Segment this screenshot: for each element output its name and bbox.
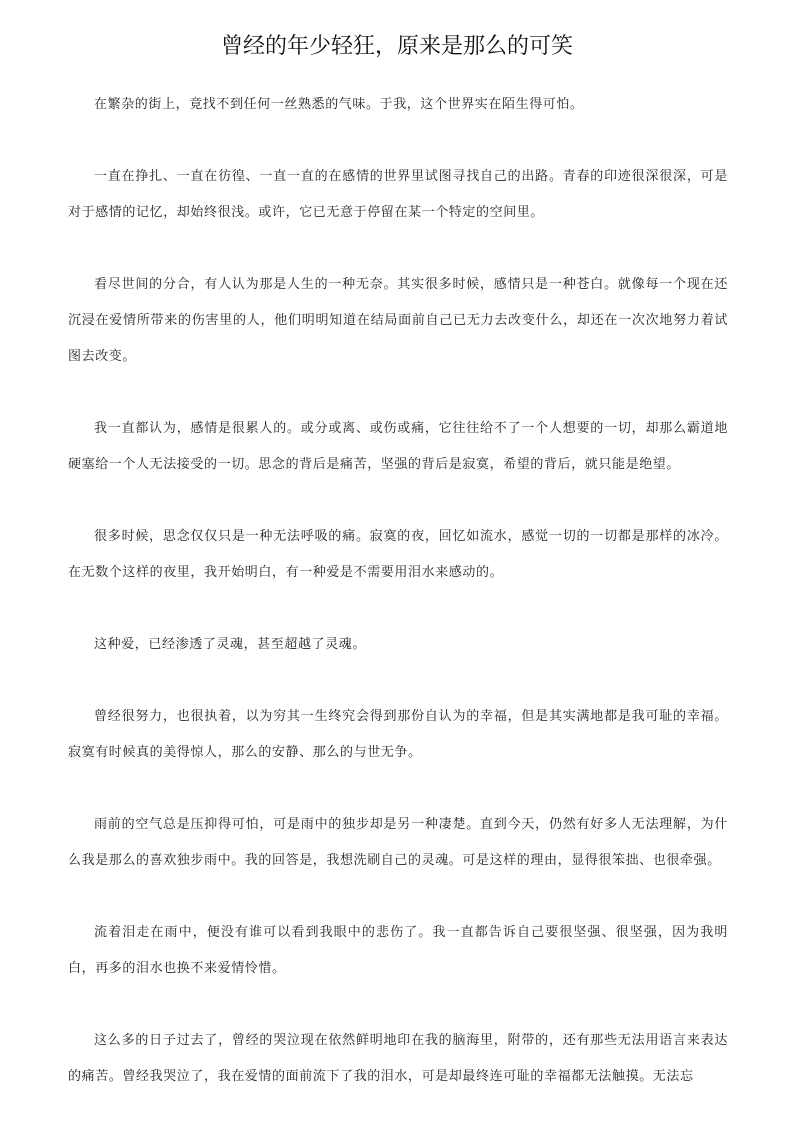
paragraph: 我一直都认为，感情是很累人的。或分或离、或伤或痛，它往往给不了一个人想要的一切，却那么霸道地硬塞给一个人无法接受的一切。思念的背后是痛苦，坚强的背后是寂寞，希望的背后，就只能是绝望。 bbox=[68, 421, 728, 472]
paragraph: 雨前的空气总是压抑得可怕，可是雨中的独步却是另一种凄楚。直到今天，仍然有好多人无法理解，为什么我是那么的喜欢独步雨中。我的回答是，我想洗刷自己的灵魂。可是这样的理由，显得很笨拙、也很牵强。 bbox=[68, 817, 728, 868]
paragraph: 看尽世间的分合，有人认为那是人生的一种无奈。其实很多时候，感情只是一种苍白。就像每一个现在还沉浸在爱情所带来的伤害里的人，他们明明知道在结局面前自己已无力去改变什么，却还在一次次地努力着试图去改变。 bbox=[68, 277, 728, 364]
paragraph: 很多时候，思念仅仅只是一种无法呼吸的痛。寂寞的夜，回忆如流水，感觉一切的一切都是那样的冰冷。在无数个这样的夜里，我开始明白，有一种爱是不需要用泪水来感动的。 bbox=[68, 529, 728, 580]
document-title: 曾经的年少轻狂，原来是那么的可笑 bbox=[220, 34, 573, 59]
paragraph: 一直在挣扎、一直在彷徨、一直一直的在感情的世界里试图寻找自己的出路。青春的印迹很深很深，可是对于感情的记忆，却始终很浅。或许，它已无意于停留在某一个特定的空间里。 bbox=[68, 169, 728, 220]
paragraph: 在繁杂的街上，竟找不到任何一丝熟悉的气味。于我，这个世界实在陌生得可怕。 bbox=[94, 97, 584, 112]
paragraph: 这么多的日子过去了，曾经的哭泣现在依然鲜明地印在我的脑海里，附带的，还有那些无法用语言来表达的痛苦。曾经我哭泣了，我在爱情的面前流下了我的泪水，可是却最终连可耻的幸福都无法触摸。无法忘 bbox=[68, 1033, 728, 1084]
paragraph: 曾经很努力，也很执着，以为穷其一生终究会得到那份自认为的幸福，但是其实满地都是我可耻的幸福。寂寞有时候真的美得惊人，那么的安静、那么的与世无争。 bbox=[68, 709, 728, 760]
paragraph: 这种爱，已经渗透了灵魂，甚至超越了灵魂。 bbox=[94, 637, 367, 652]
document-body bbox=[68, 87, 728, 1123]
paragraph: 流着泪走在雨中，便没有谁可以看到我眼中的悲伤了。我一直都告诉自己要很坚强、很坚强，因为我明白，再多的泪水也换不来爱情怜惜。 bbox=[68, 925, 728, 976]
